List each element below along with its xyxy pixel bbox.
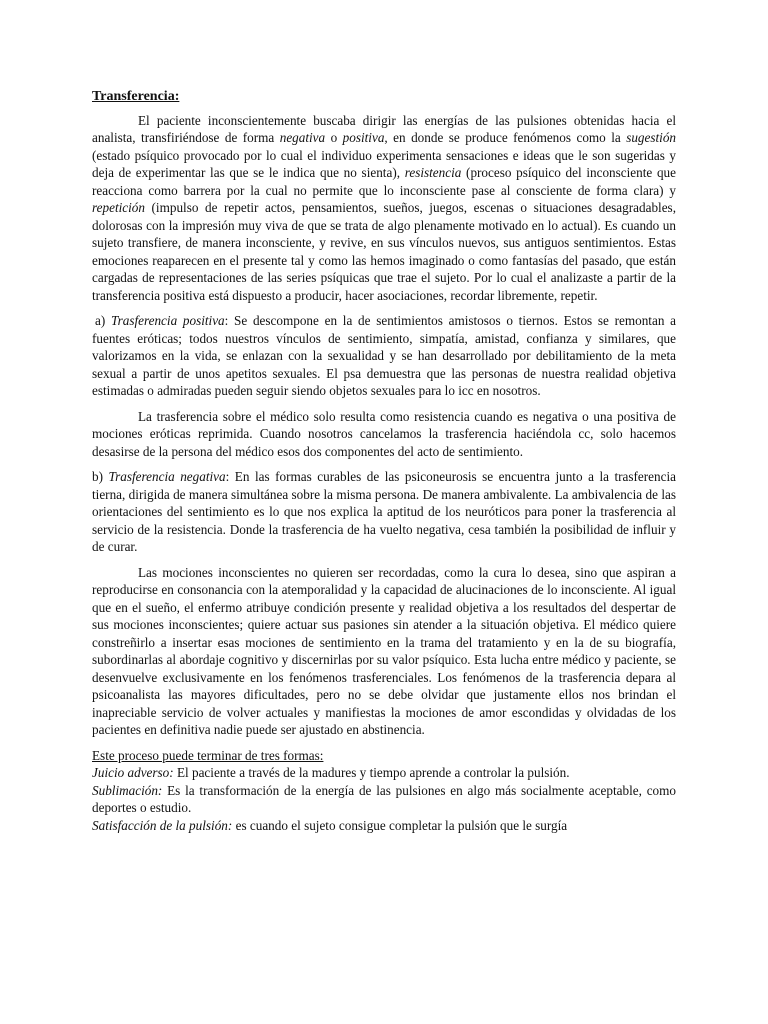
term-negativa: negativa (279, 130, 326, 145)
term-trasferencia-positiva: Trasferencia positiva (110, 313, 225, 328)
paragraph-intro (92, 112, 676, 305)
list-item-sublimacion (92, 782, 676, 817)
term-positiva: positiva (342, 130, 385, 145)
list-marker: b) (92, 469, 109, 484)
list-text: Es la transformación de la energía de las pulsiones en algo más socialmente aceptable, como deportes o estudio. (92, 782, 676, 815)
list-heading: Este proceso puede terminar de tres formas: (92, 747, 324, 763)
text-run: (proceso psíquico del inconsciente que reacciona como barrera por la cual no permite que lo inconsciente pase al consciente de forma clara) y (92, 165, 676, 198)
list-marker: a) (95, 313, 111, 328)
list-term: Satisfacción de la pulsión: (92, 817, 233, 833)
text-run: : Se descompone en la de sentimientos amistosos o tiernos. Estos se remontan a fuentes eróticas; todos nuestros vínculos de sentimiento, simpatía, amistad, confianza y similares, que valorizamos en la vida, se enlazan con la sexualidad y se han desarrollado por debilitamiento de la meta sexual a partir de unos apetitos sexuales. El psa demuestra que las personas de nuestra realidad objetiva estimadas o admiradas pueden seguir siendo objetos sexuales para lo icc en nosotros. (92, 313, 676, 398)
paragraph-transferencia-negativa (92, 468, 676, 556)
text-run: (impulso de repetir actos, pensamientos, sueños, juegos, escenas o situaciones desagradables, dolorosas con la impresión muy viva de que se trata de algo plenamente motivado en lo actual). Es cuando un sujeto transfiere, de manera inconsciente, y revive, en sus vínculos nuevos, sus antiguos sentimientos. Estas emociones reaparecen en el presente tal y como las hemos imaginado o como fantasías del pasado, que están cargadas de representaciones de las series psíquicas que trae el sujeto. Por lo cual el analizaste a partir de la transferencia positiva está dispuesto a producir, hacer asociaciones, recordar libremente, repetir. (92, 200, 676, 303)
paragraph-mociones: Las mociones inconscientes no quieren ser recordadas, como la cura lo desea, sino que aspiran a reproducirse en consonancia con la atemporalidad y la capacidad de alucinaciones de lo inconsciente. Al igual que en el sueño, el enfermo atribuye condición presente y realidad objetiva a los resultados del despertar de sus mociones inconscientes; quiere actuar sus pasiones sin atender a la situación objetiva. El médico quiere constreñirlo a insertar esas mociones de sentimiento en la trama del tratamiento y en la de su biografía, subordinarlas al abordaje cognitivo y discernirlas por su valor psíquico. Esta lucha entre médico y paciente, se desenvuelve exclusivamente en los fenómenos trasferenciales. Los fenómenos de la trasferencia depara al psicoanalista las mayores dificultades, pero no se debe olvidar que justamente ellos nos brindan el inapreciable servicio de volver actuales y manifiestas la mociones de amor escondidas y olvidadas de los pacientes en definitiva nadie puede ser ajustado en abstinencia. (92, 564, 676, 737)
paragraph-transferencia-positiva (92, 312, 676, 400)
list-term: Sublimación: (92, 782, 163, 798)
paragraph-medico: La trasferencia sobre el médico solo resulta como resistencia cuando es negativa o una positiva de mociones eróticas reprimida. Cuando nosotros cancelamos la trasferencia haciéndola cc, solo hacemos desasirse de la persona del médico esos dos componentes del acto de sentimiento. (92, 408, 676, 459)
text-run: o (325, 130, 343, 145)
list-text: es cuando el sujeto consigue completar la pulsión que le surgía (232, 817, 568, 833)
list-term: Juicio adverso: (92, 765, 174, 780)
text-run: (estado psíquico provocado por lo cual el individuo experimenta sensaciones e ideas que le son sugeridas y deja de experimentar las que se le indica que no sienta), (92, 147, 676, 180)
list-item-satisfaccion (92, 817, 676, 835)
term-sugestion: sugestión (626, 130, 677, 145)
text-run: , en donde se produce fenómenos como la (384, 130, 627, 145)
list-text: El paciente a través de la madures y tiempo aprende a controlar la pulsión. (173, 765, 570, 780)
term-resistencia: resistencia (404, 165, 462, 180)
term-repeticion: repetición (92, 200, 145, 215)
term-trasferencia-negativa: Trasferencia negativa (108, 469, 226, 484)
text-run: El paciente inconscientemente buscaba dirigir las energías de las pulsiones obtenidas hacia el analista, transfiriéndose de forma (92, 112, 676, 145)
document-title: Transferencia: (92, 89, 180, 104)
text-run: : En las formas curables de las psiconeurosis se encuentra junto a la trasferencia tierna, dirigida de manera simultánea sobre la misma persona. De manera ambivalente. La ambivalencia de las orientaciones del sentimiento es lo que nos explica la aptitud de los neuróticos para poner la trasferencia al servicio de la resistencia. Donde la trasferencia de ha vuelto negativa, cesa también la posibilidad de influir y de curar. (92, 469, 676, 554)
list-item-juicio-adverso (92, 764, 676, 782)
endings-list (92, 747, 676, 835)
